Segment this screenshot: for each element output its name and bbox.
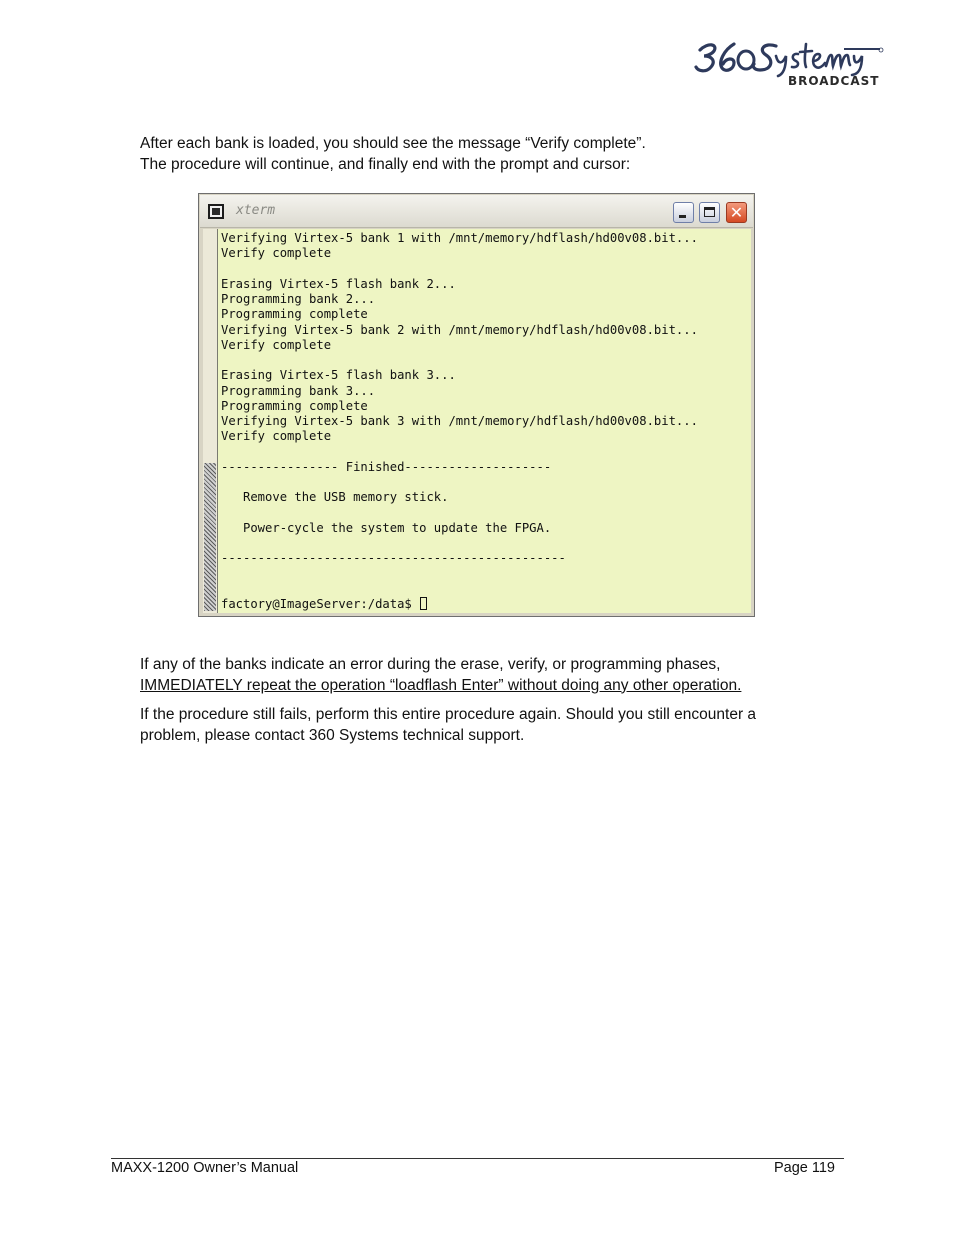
terminal-line: Verify complete [221,246,332,261]
closing-line-2: problem, please contact 360 Systems technical support. [140,726,525,744]
terminal-line: Remove the USB memory stick. [221,490,449,505]
footer-manual-title: MAXX-1200 Owner’s Manual [111,1160,299,1176]
closing-line-1: If the procedure still fails, perform this entire procedure again. Should you still encounter a [140,706,757,723]
terminal-line: ----------------------------------------------- [221,551,566,566]
shell-prompt: factory@ImageServer:/data$ [221,597,698,612]
cursor-icon [420,597,427,610]
terminal-line [221,475,698,490]
terminal-line: Erasing Virtex-5 flash bank 3... [221,368,456,383]
xterm-titlebar[interactable] [200,195,753,228]
terminal-line: Programming bank 2... [221,292,376,306]
logo-subtitle: BROADCAST [788,74,880,88]
warning-paragraph [140,655,830,696]
terminal-line: Power-cycle the system to update the FPGA. [221,520,552,535]
terminal-line [221,536,698,551]
xterm-scrollbar[interactable] [203,229,218,613]
terminal-line [221,353,698,368]
warning-line-2: IMMEDIATELY repeat the operation “loadflash Enter” without doing any other operation. [140,676,742,694]
terminal-line: ---------------- Finished-------------------- [221,459,552,474]
intro-line-2: The procedure will continue, and finally end with the prompt and cursor: [140,155,631,173]
footer-page-number: Page 119 [773,1160,835,1176]
intro-paragraph [140,134,830,175]
terminal-line: Verifying Virtex-5 bank 3 with /mnt/memory/hdflash/hd00v08.bit... [221,414,698,428]
scrollbar-thumb[interactable] [204,463,216,611]
terminal-line: Verifying Virtex-5 bank 1 with /mnt/memory/hdflash/hd00v08.bit... [221,231,698,245]
terminal-line: Programming complete [221,307,368,322]
intro-line-1: After each bank is loaded, you should see the message “Verify complete”. [140,135,646,152]
closing-paragraph [140,705,830,746]
terminal-line: Erasing Virtex-5 flash bank 2... [221,276,456,291]
terminal-line: Verify complete [221,337,332,352]
terminal-line: Verify complete [221,429,332,444]
brand-logo [694,38,886,94]
terminal-line [221,506,698,521]
terminal-line: Programming bank 3... [221,383,376,398]
close-icon: ✕ [729,203,744,222]
terminal-line: Verifying Virtex-5 bank 2 with /mnt/memory/hdflash/hd00v08.bit... [221,322,698,337]
brand-logo-mark [694,38,886,78]
footer-divider [111,1158,844,1159]
terminal-lines [221,231,698,612]
terminal-line [221,262,698,277]
terminal-output[interactable] [218,229,751,613]
terminal-line [221,445,698,460]
xterm-window[interactable] [198,193,755,617]
warning-line-1: If any of the banks indicate an error during the erase, verify, or programming phases, [140,656,721,673]
terminal-line [221,567,698,582]
terminal-icon [208,204,224,219]
minimize-button[interactable] [673,202,694,223]
terminal-line [221,582,698,597]
window-title: xterm [236,203,276,218]
close-button[interactable] [726,202,747,223]
terminal-line: Programming complete [221,398,368,413]
maximize-button[interactable] [699,202,720,223]
